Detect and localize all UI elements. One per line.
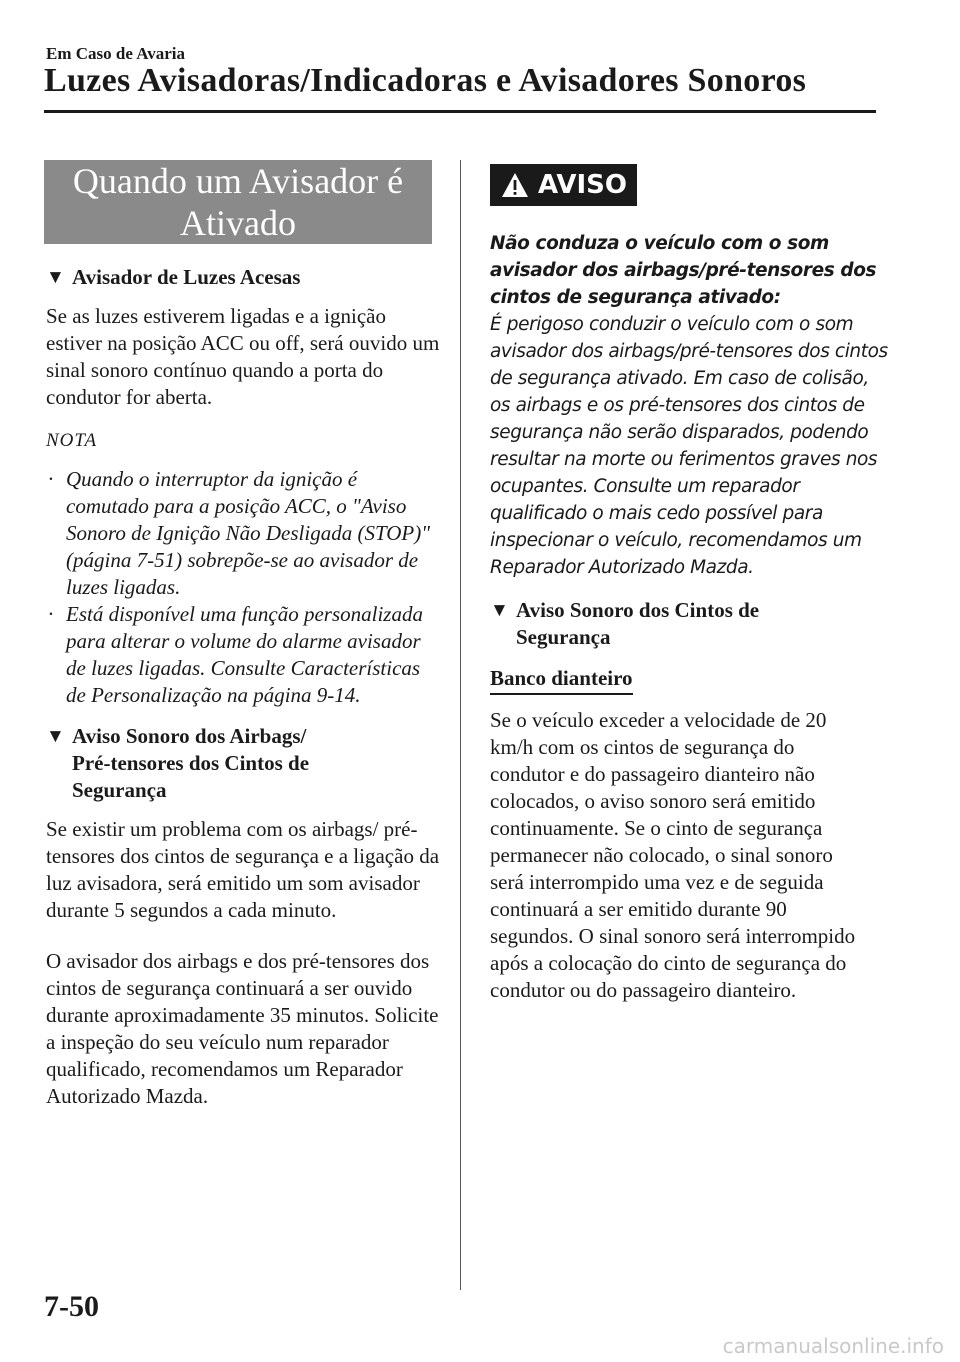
note-item	[46, 601, 441, 709]
header-rule	[44, 110, 876, 113]
underlined-subheading: Banco dianteiro	[490, 665, 633, 695]
subheading-text: Aviso Sonoro dos Cintos de Segurança	[516, 598, 760, 649]
column-divider	[460, 160, 461, 1290]
triangle-bullet-icon: ▼	[46, 726, 65, 747]
warning-label: AVISO	[538, 169, 627, 200]
bullet-dot-icon: ·	[48, 602, 54, 626]
bullet-dot-icon: ·	[48, 467, 54, 491]
left-column	[46, 264, 441, 1110]
note-label: NOTA	[46, 430, 98, 451]
paragraph: Se o veículo exceder a velocidade de 20 km/h com os cintos de segurança do condutor e do passageiro dianteiro não colocados, o aviso sonoro será emitido continuamente. Se o cinto de segurança permanecer não colocado, o sinal sonoro será interrompido uma vez e de seguida continuará a ser emitido durante 90 segundos. O sinal sonoro será interrompido após a colocação do cinto de segurança do condutor ou do passageiro dianteiro.	[490, 708, 856, 1002]
right-column	[490, 164, 890, 1004]
note-item	[46, 466, 441, 601]
watermark: carmanualsonline.info	[722, 1334, 944, 1358]
warning-triangle-icon	[500, 171, 530, 199]
subheading-luzes-acesas	[46, 264, 441, 291]
section-title-box	[44, 160, 432, 244]
subheading-cintos	[490, 597, 810, 651]
subheading-text: Avisador de Luzes Acesas	[72, 265, 301, 289]
triangle-bullet-icon: ▼	[490, 600, 509, 621]
warning-heading: Não conduza o veículo com o som avisador dos airbags/pré-tensores dos cintos de segurança ativado:	[490, 233, 877, 308]
section-title-line2: Ativado	[180, 203, 296, 243]
chapter-title: Luzes Avisadoras/Indicadoras e Avisadores Sonoros	[44, 62, 807, 99]
note-text: Está disponível uma função personalizada para alterar o volume do alarme avisador de luzes ligadas. Consulte Características de Personalização na página 9-14.	[66, 602, 423, 707]
paragraph: Se as luzes estiverem ligadas e a ignição estiver na posição ACC ou off, será ouvido um sinal sonoro contínuo quando a porta do condutor for aberta.	[46, 304, 440, 409]
section-title-line1: Quando um Avisador é	[72, 161, 404, 201]
warning-text	[490, 230, 890, 581]
warning-body: É perigoso conduzir o veículo com o som avisador dos airbags/pré-tensores dos cintos de segurança ativado. Em caso de colisão, os airbags e os pré-tensores dos cintos de segurança não serão disparados, podendo resultar na morte ou ferimentos graves nos ocupantes. Consulte um reparador qualificado o mais cedo possível para inspecionar o veículo, recomendamos um Reparador Autorizado Mazda.	[490, 314, 888, 578]
section-label: Em Caso de Avaria	[46, 44, 185, 63]
subheading-text: Aviso Sonoro dos Airbags/ Pré-tensores dos Cintos de Segurança	[72, 724, 310, 802]
paragraph: O avisador dos airbags e dos pré-tensores dos cintos de segurança continuará a ser ouvido durante aproximadamente 35 minutos. Solicite a inspeção do seu veículo num reparador qualificado, recomendamos um Reparador Autorizado Mazda.	[46, 949, 439, 1108]
warning-badge	[490, 164, 637, 206]
page-number: 7-50	[44, 1290, 99, 1323]
note-text: Quando o interruptor da ignição é comutado para a posição ACC, o "Aviso Sonoro de Ignição Não Desligada (STOP)" (página 7-51) sobrepõe-se ao avisador de luzes ligadas.	[66, 467, 431, 599]
subheading-airbags	[46, 723, 346, 804]
triangle-bullet-icon: ▼	[46, 267, 65, 288]
subheading-banco-dianteiro	[490, 665, 890, 695]
paragraph: Se existir um problema com os airbags/ pré-tensores dos cintos de segurança e a ligação da luz avisadora, será emitido um som avisador durante 5 segundos a cada minuto.	[46, 817, 440, 922]
